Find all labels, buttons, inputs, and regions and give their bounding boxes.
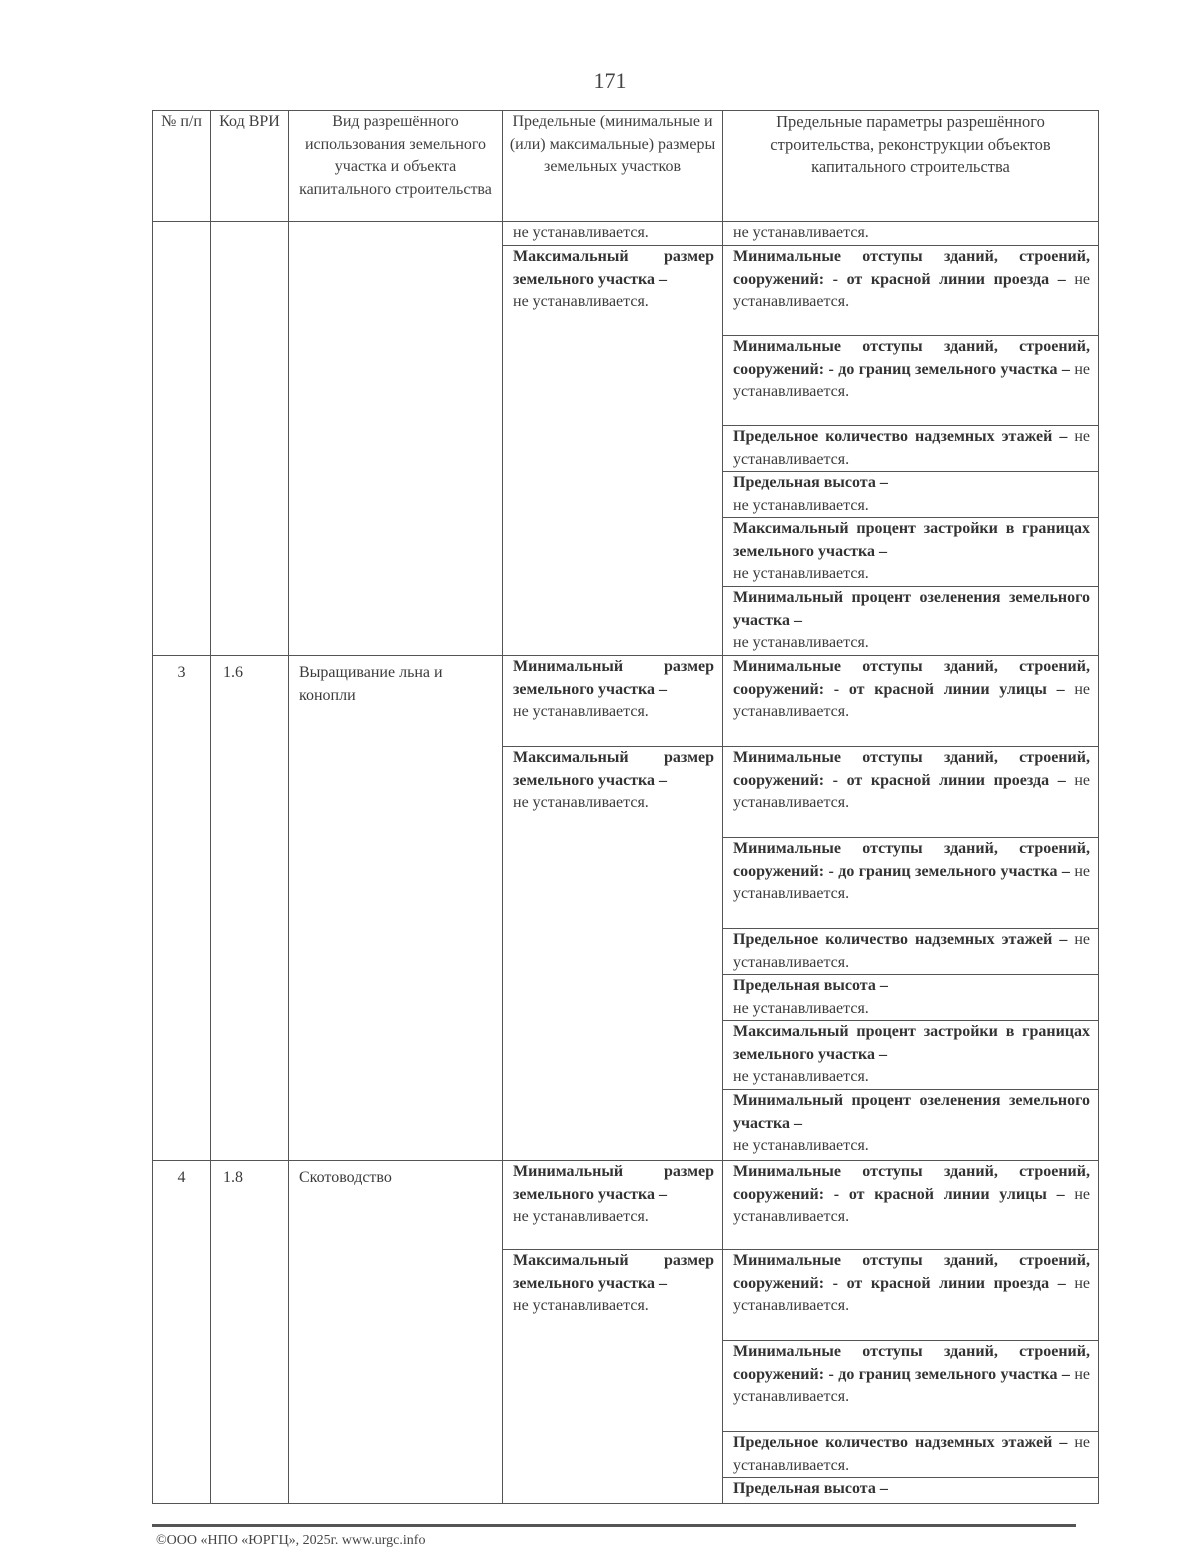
size-max	[503, 246, 722, 650]
table-header-row	[153, 111, 1099, 222]
params-cell	[723, 656, 1099, 1161]
size-min-label: Минимальный размер земельного участка –	[513, 658, 714, 698]
size-max	[503, 747, 722, 1158]
size-min	[503, 222, 722, 246]
row-code: 1.6	[211, 656, 289, 1161]
size-max-label: Максимальный размер земельного участка –	[513, 248, 714, 288]
size-max-value: не устанавливается.	[513, 794, 649, 811]
param-value: не устанавливается.	[733, 565, 869, 582]
param-value: не устанавливается.	[733, 270, 1090, 310]
param-label: Минимальный процент озеленения земельного участка –	[733, 589, 1090, 629]
row-num: 3	[153, 656, 211, 1161]
param-value: не устанавливается.	[733, 999, 869, 1017]
footer-copyright: ©ООО «НПО «ЮРГЦ», 2025г. www.urgc.info	[156, 1533, 426, 1548]
param-label: Минимальные отступы зданий, строений, сооружений: - от красной линии улицы –	[733, 658, 1090, 698]
param-indents-driveway	[723, 246, 1098, 336]
param-value: не устанавливается.	[733, 1274, 1090, 1314]
size-min-value: не устанавливается.	[513, 1208, 649, 1225]
param-label: Предельная высота –	[733, 977, 888, 994]
size-min	[503, 1161, 722, 1250]
param-floors	[723, 1432, 1098, 1478]
header-num: № п/п	[153, 111, 211, 222]
param-value: не устанавливается.	[733, 862, 1091, 902]
size-min-label: Минимальный размер земельного участка –	[513, 1163, 714, 1203]
param-indents-driveway	[723, 1250, 1098, 1341]
param-label: Предельная высота –	[733, 1480, 888, 1497]
size-min	[503, 656, 722, 747]
param-value: не устанавливается.	[733, 931, 1090, 971]
sizes-cell	[503, 1161, 723, 1504]
param-indents-street	[723, 656, 1098, 747]
row-num: 4	[153, 1161, 211, 1504]
row-name: Скотоводство	[289, 1161, 503, 1504]
param-value: не устанавливается.	[733, 224, 869, 241]
size-max-label: Максимальный размер земельного участка –	[513, 749, 714, 789]
param-indents-street	[723, 1161, 1098, 1250]
param-floors	[723, 426, 1098, 472]
row-code: 1.8	[211, 1161, 289, 1504]
param-label: Минимальные отступы зданий, строений, сооружений: - до границ земельного участка –	[733, 338, 1090, 378]
row-code	[211, 222, 289, 656]
param-indents-street	[723, 222, 1098, 246]
param-label: Предельное количество надземных этажей –	[733, 428, 1068, 445]
param-label: Минимальные отступы зданий, строений, сооружений: - до границ земельного участка –	[733, 1343, 1090, 1383]
param-label: Минимальные отступы зданий, строений, сооружений: - от красной линии проезда –	[733, 248, 1090, 288]
table-row	[153, 1161, 1099, 1504]
param-label: Максимальный процент застройки в границах земельного участка –	[733, 1023, 1090, 1063]
param-label: Минимальные отступы зданий, строений, сооружений: - от красной линии улицы –	[733, 1163, 1090, 1203]
header-params: Предельные параметры разрешённого строительства, реконструкции объектов капитального строительства	[723, 111, 1099, 222]
page-number: 171	[593, 68, 627, 93]
row-name: Выращивание льна и конопли	[289, 656, 503, 1161]
sizes-cell	[503, 222, 723, 656]
size-max-value: не устанавливается.	[513, 1297, 649, 1314]
param-value: не устанавливается.	[733, 634, 869, 651]
param-value: не устанавливается.	[733, 1137, 869, 1154]
header-code: Код ВРИ	[211, 111, 289, 222]
param-label: Минимальные отступы зданий, строений, сооружений: - от красной линии проезда –	[733, 749, 1090, 789]
param-build-pct	[723, 1021, 1098, 1090]
param-build-pct	[723, 518, 1098, 587]
param-green-pct	[723, 587, 1098, 655]
size-max	[503, 1250, 722, 1502]
zoning-parameters-table	[152, 110, 1099, 1504]
table-row	[153, 656, 1099, 1161]
header-sizes: Предельные (минимальные и (или) максимальные) размеры земельных участков	[503, 111, 723, 222]
param-label: Предельная высота –	[733, 474, 888, 491]
params-cell	[723, 222, 1099, 656]
param-label: Предельное количество надземных этажей –	[733, 1434, 1068, 1451]
param-height	[723, 975, 1098, 1021]
size-max-value: не устанавливается.	[513, 293, 649, 310]
footer-divider	[152, 1524, 1076, 1527]
param-value: не устанавливается.	[733, 680, 1091, 720]
param-floors	[723, 929, 1098, 975]
param-height	[723, 1478, 1098, 1503]
row-name	[289, 222, 503, 656]
param-value: не устанавливается.	[733, 1068, 869, 1085]
sizes-cell	[503, 656, 723, 1161]
size-max-label: Максимальный размер земельного участка –	[513, 1252, 714, 1292]
param-label: Минимальные отступы зданий, строений, сооружений: - до границ земельного участка –	[733, 840, 1090, 880]
size-min-value: не устанавливается.	[513, 703, 649, 720]
param-value: не устанавливается.	[733, 1365, 1091, 1405]
param-value: не устанавливается.	[733, 496, 869, 514]
param-value: не устанавливается.	[733, 771, 1090, 811]
row-num	[153, 222, 211, 656]
param-indents-boundary	[723, 838, 1098, 929]
table-row	[153, 222, 1099, 656]
param-value: не устанавливается.	[733, 360, 1091, 400]
param-label: Минимальные отступы зданий, строений, сооружений: - от красной линии проезда –	[733, 1252, 1090, 1292]
param-label: Максимальный процент застройки в границах земельного участка –	[733, 520, 1090, 560]
params-cell	[723, 1161, 1099, 1504]
param-green-pct	[723, 1090, 1098, 1160]
param-label: Минимальный процент озеленения земельного участка –	[733, 1092, 1090, 1132]
param-label: Предельное количество надземных этажей –	[733, 931, 1068, 948]
param-value: не устанавливается.	[733, 1185, 1091, 1225]
param-height	[723, 472, 1098, 518]
param-indents-boundary	[723, 336, 1098, 426]
header-name: Вид разрешённого использования земельного участка и объекта капитального строительства	[289, 111, 503, 222]
param-value: не устанавливается.	[733, 1434, 1090, 1474]
param-value: не устанавливается.	[733, 428, 1090, 468]
param-indents-boundary	[723, 1341, 1098, 1432]
size-min-value: не устанавливается.	[513, 224, 649, 241]
param-indents-driveway	[723, 747, 1098, 838]
